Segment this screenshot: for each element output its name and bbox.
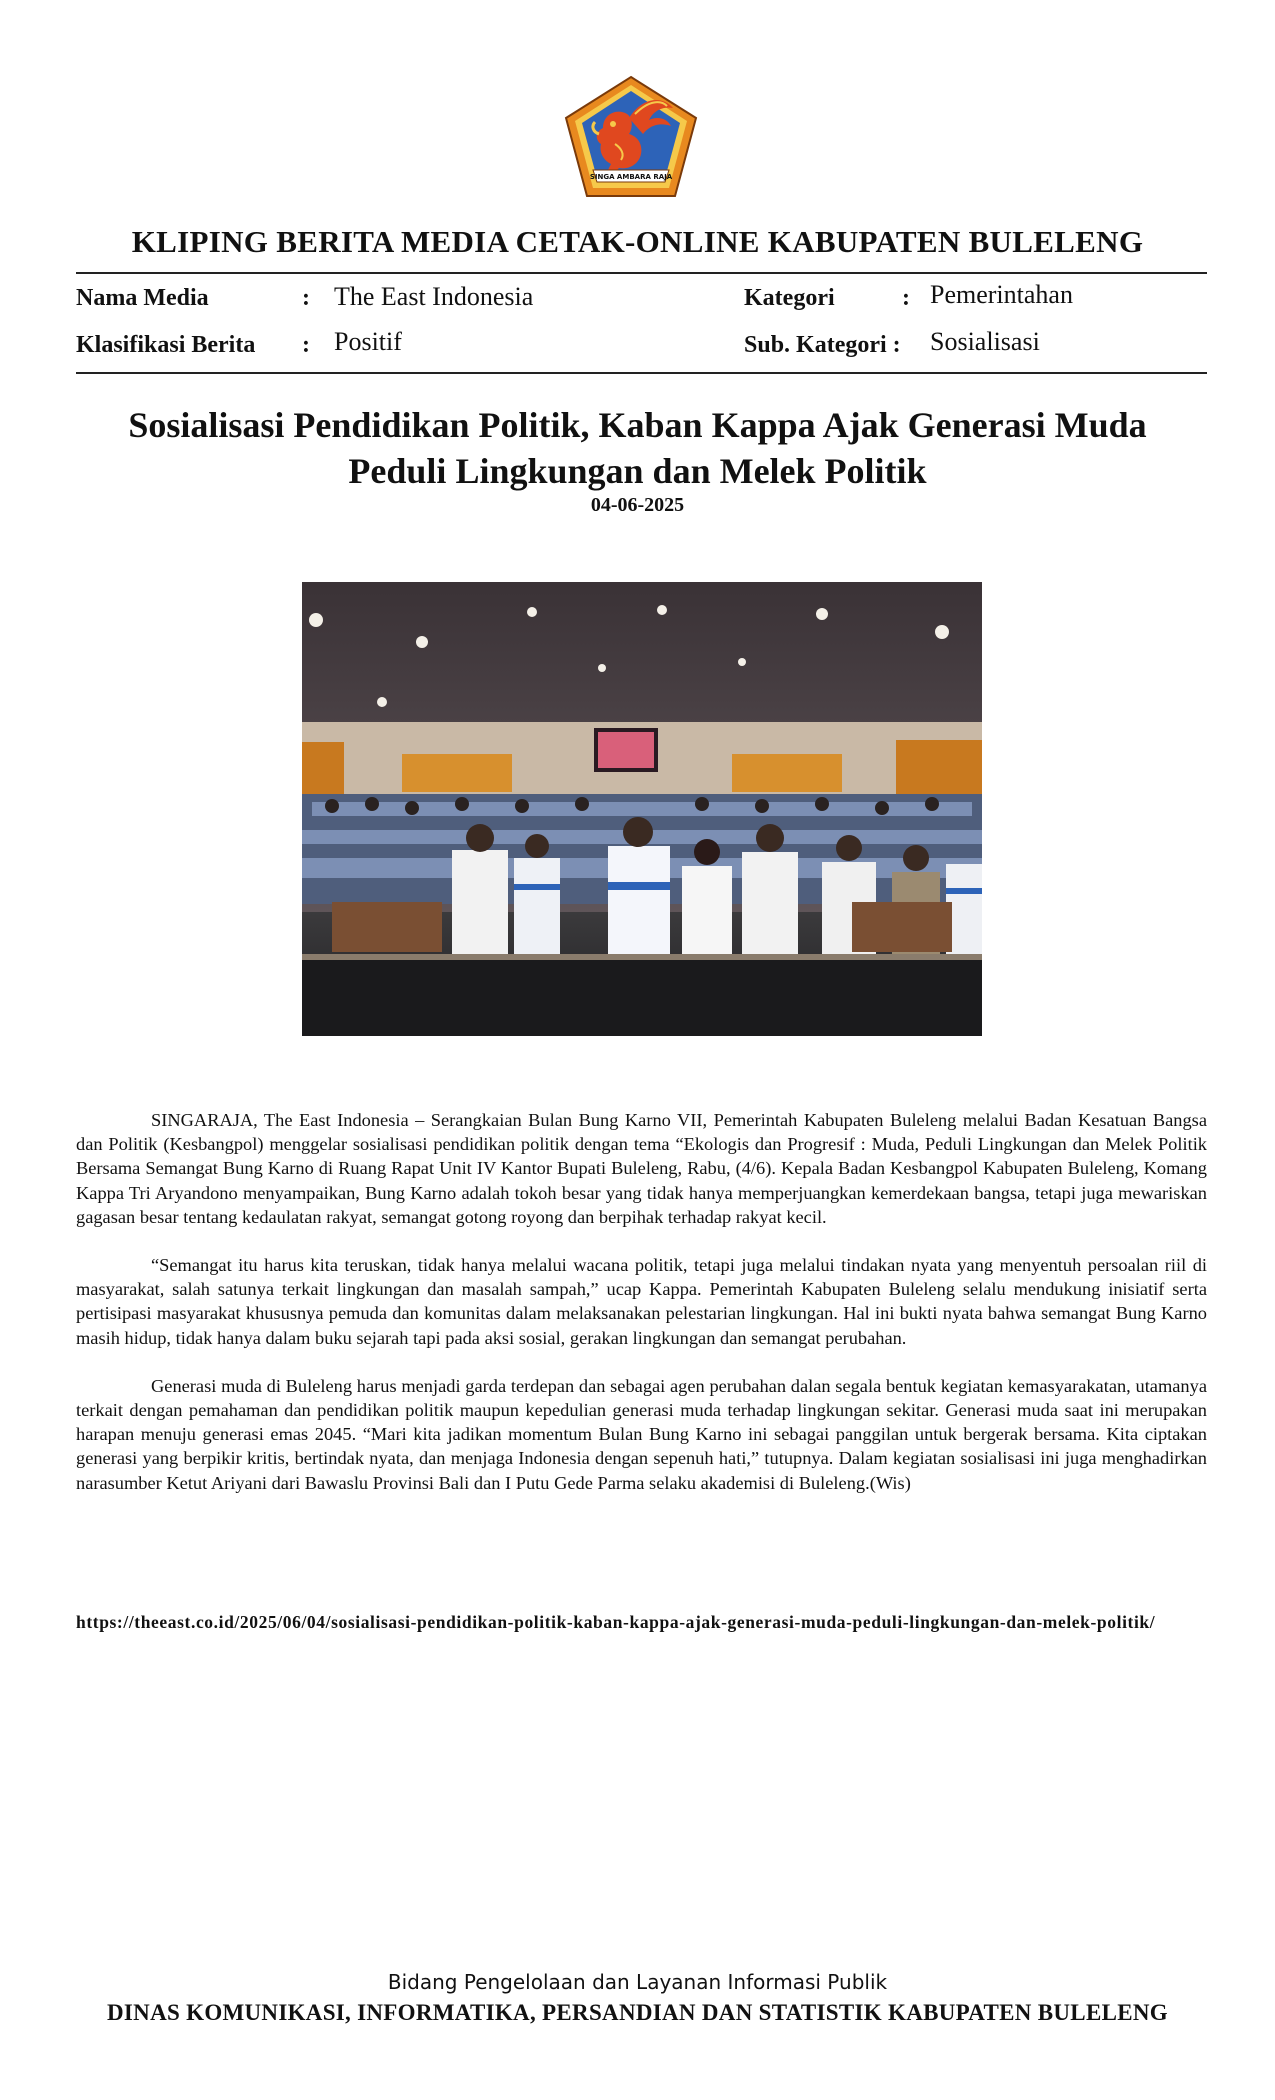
article-paragraph-3: Generasi muda di Buleleng harus menjadi garda terdepan dan sebagai agen perubahan dalan segala bentuk kegiatan kemasyarakatan, utamanya terkait dengan pemahaman dan pendidikan politik maupun kepedulian generasi muda terhadap lingkungan sekitar. Generasi muda saat ini merupakan harapan menuju generasi emas 2045. “Mari kita jadikan momentum Bulan Bung Karno ini sebagai panggilan untuk bergerak bersama. Kita ciptakan generasi yang berpikir kritis, bertindak nyata, dan menjaga Indonesia dengan sepenuh hati,” tutupnya. Dalam kegiatan sosialisasi ini juga menghadirkan narasumber Ketut Ariyani dari Bawaslu Provinsi Bali dan I Putu Gede Parma selaku akademisi di Buleleng.(Wis) — [76, 1375, 1207, 1493]
classification-label: Klasifikasi Berita — [76, 332, 256, 358]
article-body — [76, 1108, 1207, 1519]
media-colon: : — [302, 285, 310, 311]
source-link[interactable]: https://theeast.co.id/2025/06/04/sosialisasi-pendidikan-politik-kaban-kappa-ajak-generasi-muda-peduli-lingkungan-dan-melek-politik/ — [76, 1612, 1156, 1632]
buleleng-regency-crest-icon — [563, 74, 699, 200]
article-date: 04-06-2025 — [590, 494, 685, 516]
footer-agency: DINAS KOMUNIKASI, INFORMATIKA, PERSANDIAN DAN STATISTIK KABUPATEN BULELENG — [107, 2000, 1168, 2025]
clipping-header-title: KLIPING BERITA MEDIA CETAK-ONLINE KABUPATEN BULELENG — [131, 224, 1144, 259]
category-value: Pemerintahan — [930, 280, 1073, 309]
header-divider-top — [76, 272, 1207, 274]
classification-colon: : — [302, 332, 310, 358]
svg-text:SINGA AMBARA RAJA: SINGA AMBARA RAJA — [589, 173, 673, 181]
header-divider-bottom — [76, 372, 1207, 374]
media-value: The East Indonesia — [334, 282, 534, 311]
media-label: Nama Media — [76, 285, 209, 311]
classification-value: Positif — [334, 327, 402, 356]
buleleng-crest-logo — [563, 74, 699, 200]
article-photo — [302, 582, 982, 1036]
subcategory-value: Sosialisasi — [930, 327, 1040, 356]
category-colon: : — [902, 285, 910, 311]
article-paragraph-1: SINGARAJA, The East Indonesia – Serangkaian Bulan Bung Karno VII, Pemerintah Kabupaten Buleleng melalui Badan Kesatuan Bangsa dan Politik (Kesbangpol) menggelar sosialisasi pendidikan politik dengan tema “Ekologis dan Progresif : Muda, Peduli Lingkungan dan Melek Politik Bersama Semangat Bung Karno di Ruang Rapat Unit IV Kantor Bupati Buleleng, Rabu, (4/6). Kepala Badan Kesbangpol Kabupaten Buleleng, Komang Kappa Tri Aryandono menyampaikan, Bung Karno adalah tokoh besar yang tidak hanya memperjuangkan kemerdekaan bangsa, tetapi juga mewariskan gagasan besar tentang kedaulatan rakyat, semangat gotong royong dan berpihak terhadap rakyat kecil. — [76, 1110, 1207, 1227]
subcategory-label: Sub. Kategori : — [744, 332, 901, 358]
article-paragraph-2: “Semangat itu harus kita teruskan, tidak hanya melalui wacana politik, tetapi juga melalui tindakan nyata yang menyentuh persoalan riil di masyarakat, salah satunya terkait lingkungan dan masalah sampah,” ucap Kappa. Pemerintah Kabupaten Buleleng selalu mendukung inisiatif serta pertisipasi masyarakat khususnya pemuda dan komunitas dalam melaksanakan pelestarian lingkungan. Hal ini bukti nyata bahwa semangat Bung Karno masih hidup, tidak hanya dalam buku sejarah tapi pada aksi sosial, gerakan lingkungan dan semangat perubahan. — [76, 1255, 1207, 1348]
category-label: Kategori — [744, 285, 835, 311]
event-group-photo-icon — [302, 582, 982, 1036]
article-title: Sosialisasi Pendidikan Politik, Kaban Kappa Ajak Generasi Muda Peduli Lingkungan dan Melek Politik — [128, 405, 1147, 491]
footer-department: Bidang Pengelolaan dan Layanan Informasi Publik — [387, 1970, 888, 1994]
